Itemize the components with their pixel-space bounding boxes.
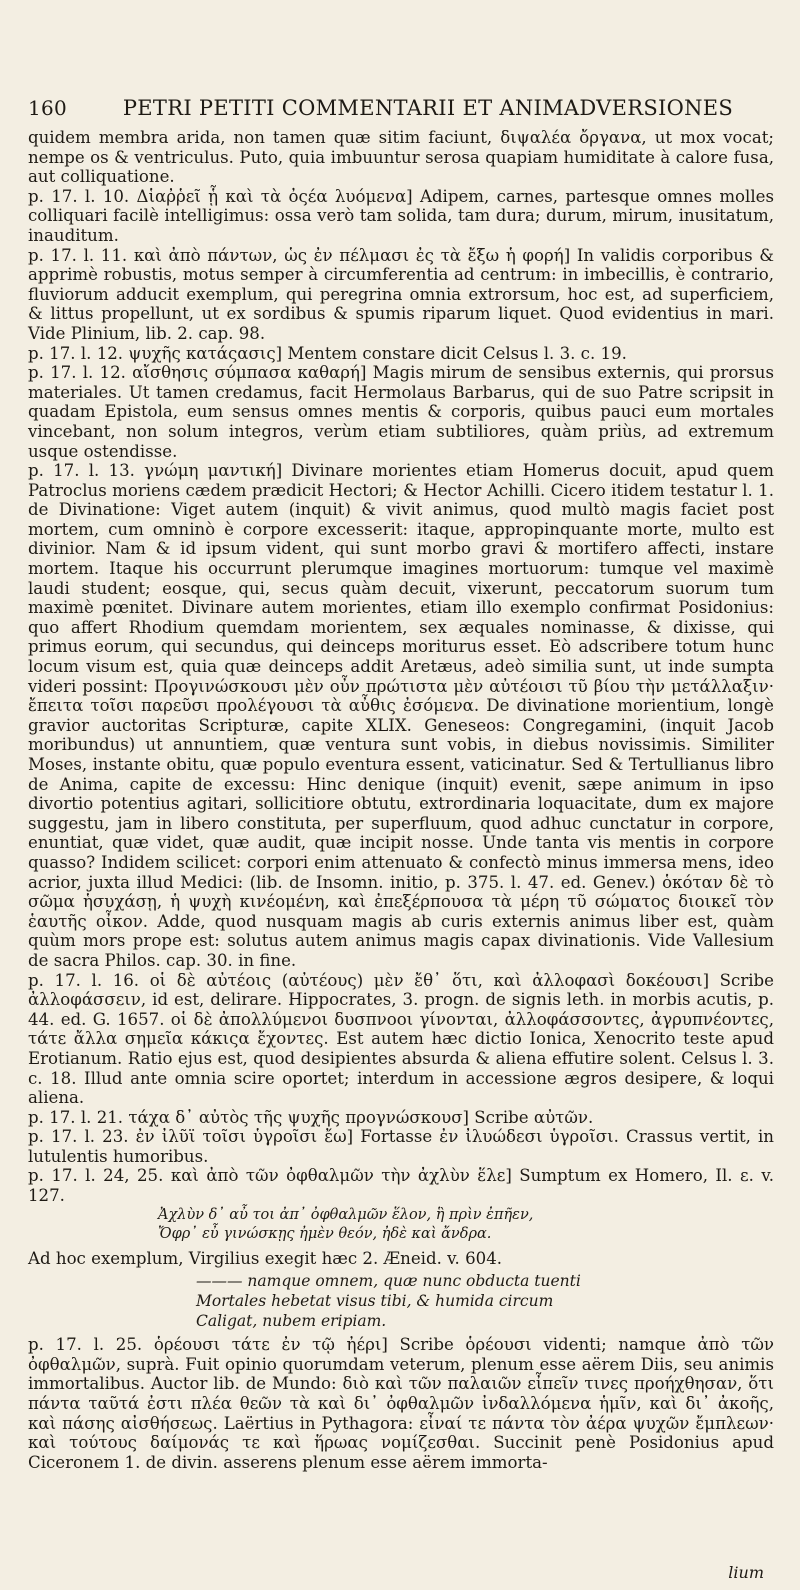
paragraph: p. 17. l. 13. γνώμη μαντική] Divinare morientes etiam Homerus docuit, apud quem Patroclus moriens cædem prædicit Hectori; & Hector Achilli. Cicero itidem testatur l. 1. de Divinatione: Viget autem (inquit) & vivit animus, quod multò magis faciet post mortem, cum omninò è corpore excesserit: itaque, appropinquante morte, multo est divinior. Nam & id ipsum vident, qui sunt morbo gravi & mortifero affecti, instare mortem. Itaque his occurrunt plerumque imagines mortuorum: tumque vel maximè laudi student; eosque, qui, secus quàm decuit, vixerunt, peccatorum suorum tum maximè pœnitet. Divinare autem morientes, etiam illo exemplo confirmat Posidonius: quo affert Rhodium quemdam morientem, sex æquales nominasse, & dixisse, qui primus eorum, qui secundus, qui deinceps moriturus esset. Eò adscribere totum hunc locum visum est, quia quæ deinceps addit Aretæus, adeò similia sunt, ut inde sumpta videri possint: Προγινώσκουσι μὲν οὖν πρώτιστα μὲν αὐτέοισι τῦ βίου τὴν μετάλλαξιν· ἔπειτα τοῖσι παρεῦσι προλέγουσι τὰ αὖθις ἐσόμενα. De divinatione morientium, longè gravior auctoritas Scripturæ, capite XLIX. Geneseos: Congregamini, (inquit Jacob moribundus) ut annuntiem, quæ ventura sunt vobis, in diebus novissimis. Similiter Moses, instante obitu, quæ populo eventura essent, vaticinatur. Sed & Tertullianus libro de Anima, capite de excessu: Hinc denique (inquit) evenit, sæpe animum in ipso divortio potentius agitari, sollicitiore obtutu, extrordinaria loquacitate, dum ex majore suggestu, jam in libero constituta, per superfluum, quod adhuc cunctatur in corpore, enuntiat, quæ videt, quæ audit, quæ incipit nosse. Unde tanta vis mentis in corpore quasso? Indidem scilicet: corpori enim attenuato & confectò minus immersa mens, ideo acrior, juxta illud Medici: (lib. de Insomn. initio, p. 375. l. 47. ed. Genev.) ὁκόταν δὲ τὸ σῶμα ἡσυχάσῃ, ἡ ψυχὴ κινέομένη, καὶ ἐπεξέρπουσα τὰ μέρη τῦ σώματος διοικεῖ τὸν ἑαυτῆς οἶκον. Adde, quod nusquam magis ab curis externis animus liber est, quàm quùm mors prope est: solutus autem animus magis capax divinationis. Vide Vallesium de sacra Philos. cap. 30. in fine. [28, 461, 774, 970]
page-number: 160 [28, 96, 68, 120]
paragraph: p. 17. l. 16. οἱ δὲ αὐτέοις (αὐτέους) μὲν ἔθ᾽ ὅτι, καὶ ἀλλοφασὶ δοκέουσι] Scribe ἀλλοφάσσειν, id est, delirare. Hippocrates, 3. progn. de signis leth. in morbis acutis, p. 44. ed. G. 1657. οἱ δὲ ἀπολλύμενοι δυσπνοοι γίνονται, ἀλλοφάσσοντες, ἀγρυπνέοντες, τάτε ἄλλα σημεῖα κάκιςα ἔχοντες. Est autem hæc dictio Ionica, Xenocrito teste apud Erotianum. Ratio ejus est, quod desipientes absurda & aliena effutire solent. Celsus l. 3. c. 18. Illud ante omnia scire oportet; interdum in accessione ægros desipere, & loqui aliena. [28, 970, 774, 1108]
paragraph: p. 17. l. 21. τάχα δ᾽ αὐτὸς τῆς ψυχῆς προγνώσκουσ] Scribe αὐτῶν. [28, 1107, 594, 1127]
running-title: PETRI PETITI COMMENTARII ET ANIMADVERSIONES [122, 96, 734, 120]
paragraph-virgil-intro: Ad hoc exemplum, Virgilius exegit hæc 2. Æneid. v. 604. [28, 1248, 503, 1268]
paragraph: p. 17. l. 11. καὶ ἀπὸ πάντων, ὡς ἐν πέλμασι ἐς τὰ ἔξω ἡ φορή] In validis corporibus & apprimè robustis, motus semper à circumferentia ad centrum: in imbecillis, è contrario, fluviorum adducit exemplum, qui peregrina omnia extrorsum, hoc est, ad superficiem, & littus propellunt, ut ex sordibus & spumis riparum liquet. Quod evidentius in mari. Vide Plinium, lib. 2. cap. 98. [28, 245, 774, 343]
catchword: lium [728, 1563, 764, 1582]
verse-line: Ἀχλὺν δ᾽ αὖ τοι ἀπ᾽ ὀφθαλμῶν ἕλον, ἣ πρὶν ἐπῆεν, [158, 1206, 534, 1223]
verse-line: Ὄφρ᾽ εὖ γινώσκῃς ἠμὲν θεόν, ἠδὲ καὶ ἄνδρα. [158, 1226, 492, 1243]
paragraph: p. 17. l. 23. ἐν ἰλῦϊ τοῖσι ὑγροῖσι ἔω] Fortasse ἐν ἰλυώδεσι ὑγροῖσι. Crassus vertit, in lutulentis humoribus. [28, 1127, 774, 1166]
verse-line: Caligat, nubem eripiam. [196, 1311, 387, 1330]
page-header [28, 96, 774, 120]
verse-line: ——— namque omnem, quæ nunc obducta tuenti [196, 1272, 581, 1291]
paragraph: p. 17. l. 10. Δἱαῤῥεῖ ᾗ καὶ τὰ ὀςέα λυόμενα] Adipem, carnes, partesque omnes molles colliquari facilè intelligimus: ossa verò tam solida, tam dura; durum, mirum, inusitatum, inauditum. [28, 186, 774, 245]
page-body [28, 128, 774, 1472]
paragraph: p. 17. l. 12. ψυχῆς κατάςασις] Mentem constare dicit Celsus l. 3. c. 19. [28, 343, 627, 363]
paragraph: p. 17. l. 12. αἴσθησις σύμπασα καθαρή] Magis mirum de sensibus externis, qui prorsus materiales. Ut tamen credamus, facit Hermolaus Barbarus, qui de suo Patre scripsit in quadam Epistola, eum sensus omnes mentis & corporis, quibus pauci eum mortales vincebant, non solum integros, verùm etiam subtiliores, quàm priùs, ad extremum usque ostendisse. [28, 363, 774, 461]
paragraph: p. 17. l. 25. ὁρέουσι τάτε ἐν τῷ ἠέρι] Scribe ὁρέουσι videnti; namque ἀπὸ τῶν ὀφθαλμῶν, suprà. Fuit opinio quorumdam veterum, plenum esse aërem Diis, seu animis immortalibus. Auctor lib. de Mundo: διὸ καὶ τῶν παλαιῶν εἶπεῖν τινες προήχθησαν, ὅτι πάντα ταῦτά ἐστι πλέα θεῶν τὰ καὶ δι᾽ ὀφθαλμῶν ἰνδαλλόμενα ἡμῖν, καὶ δι᾽ ἀκοῆς, καὶ πάσης αἰσθήσεως. Laërtius in Pythagora: εἶναί τε πάντα τὸν ἀέρα ψυχῶν ἔμπλεων· καὶ τούτους δαίμονάς τε καὶ ἥρωας νομίζεσθαι. Succinit penè Posidonius apud Ciceronem 1. de divin. asserens plenum esse aërem immorta- [28, 1335, 774, 1472]
latin-verse-quote [28, 1272, 774, 1331]
verse-line: Mortales hebetat visus tibi, & humida circum [196, 1292, 554, 1311]
paragraph: p. 17. l. 24, 25. καὶ ἀπὸ τῶν ὀφθαλμῶν τὴν ἀχλὺν ἕλε] Sumptum ex Homero, Il. ε. v. 127. [28, 1166, 774, 1206]
greek-verse-quote [28, 1206, 774, 1245]
paragraph: quidem membra arida, non tamen quæ sitim faciunt, διψαλέα ὄργανα, ut mox vocat; nempe os & ventriculus. Puto, quia imbuuntur serosa quapiam humiditate à calore fusa, aut colliquatione. [28, 128, 774, 187]
